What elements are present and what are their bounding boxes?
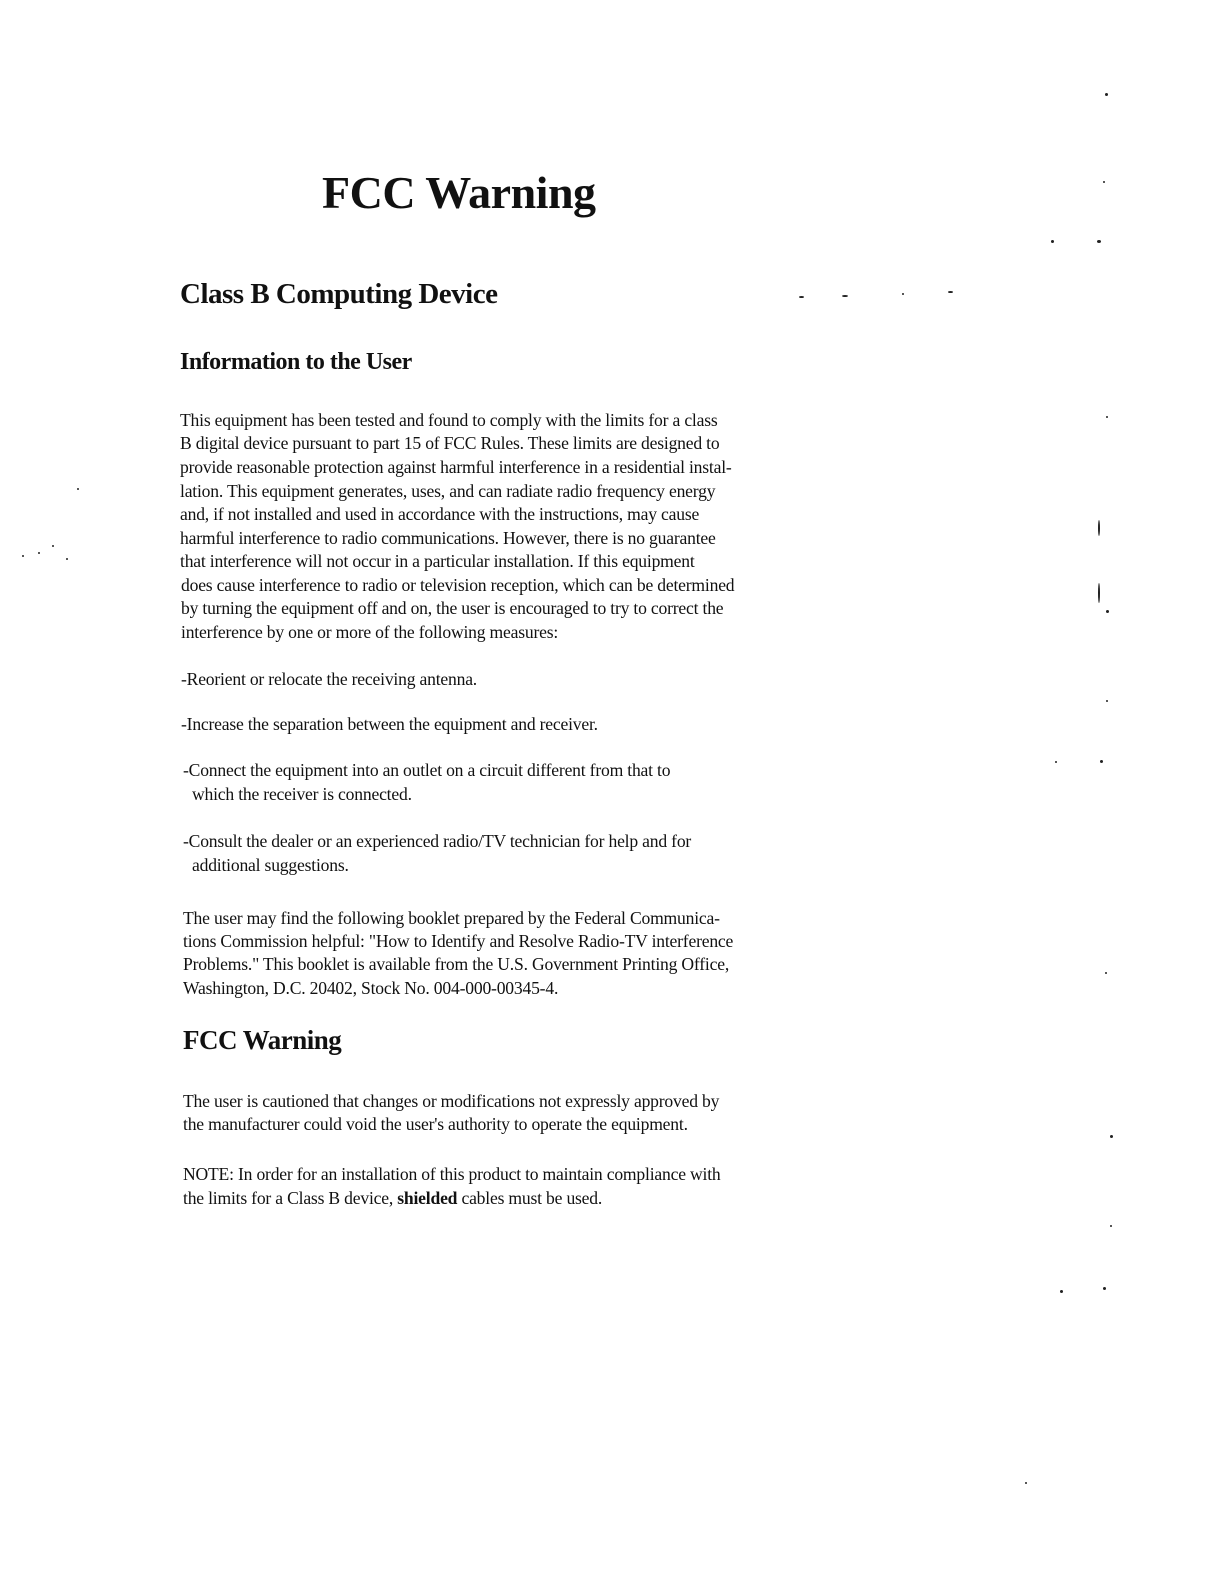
measure-item-continuation: additional suggestions. xyxy=(192,855,349,875)
scan-speck xyxy=(22,555,24,557)
scan-speck xyxy=(1025,1482,1027,1484)
booklet-line: The user may find the following booklet prepared by the Federal Communica- xyxy=(183,908,720,928)
intro-line: This equipment has been tested and found to comply with the limits for a class xyxy=(180,410,718,430)
note-line: NOTE: In order for an installation of this product to maintain compliance with xyxy=(183,1164,721,1184)
intro-line: interference by one or more of the following measures: xyxy=(181,622,559,642)
measure-item: -Reorient or relocate the receiving antenna. xyxy=(181,669,478,689)
subheading: Information to the User xyxy=(180,349,412,375)
measure-item: -Connect the equipment into an outlet on a circuit different from that to xyxy=(183,760,671,780)
scan-speck xyxy=(902,293,904,295)
scan-speck xyxy=(38,552,40,554)
scan-speck xyxy=(52,545,54,547)
scan-speck xyxy=(1098,583,1100,603)
intro-line: and, if not installed and used in accordance with the instructions, may cause xyxy=(180,504,700,524)
scan-speck xyxy=(1110,1135,1113,1138)
scan-speck xyxy=(1097,240,1101,243)
measure-item: -Consult the dealer or an experienced radio/TV technician for help and for xyxy=(183,831,692,851)
booklet-line: tions Commission helpful: "How to Identify and Resolve Radio-TV interference xyxy=(183,931,734,951)
scan-speck xyxy=(1060,1290,1063,1293)
note-line xyxy=(183,1187,602,1210)
scan-speck xyxy=(1106,416,1108,418)
scan-speck xyxy=(799,296,804,298)
note-text: cables must be used. xyxy=(457,1188,603,1208)
note-bold-word: shielded xyxy=(397,1188,458,1208)
scan-speck xyxy=(1105,972,1107,974)
scan-speck xyxy=(1103,1287,1106,1290)
section-heading: Class B Computing Device xyxy=(180,278,498,310)
booklet-line: Washington, D.C. 20402, Stock No. 004-000-00345-4. xyxy=(183,978,559,998)
scan-speck xyxy=(1105,93,1108,96)
scan-speck xyxy=(1103,181,1105,183)
scan-speck xyxy=(1106,610,1109,613)
scan-speck xyxy=(1110,1225,1112,1227)
intro-line: provide reasonable protection against harmful interference in a residential instal- xyxy=(180,457,732,477)
warning-heading: FCC Warning xyxy=(183,1025,342,1055)
scan-speck xyxy=(948,291,953,293)
intro-line: B digital device pursuant to part 15 of FCC Rules. These limits are designed to xyxy=(180,433,720,453)
measure-item: -Increase the separation between the equipment and receiver. xyxy=(181,714,598,734)
intro-line: by turning the equipment off and on, the user is encouraged to try to correct the xyxy=(181,598,724,618)
scan-speck xyxy=(1098,520,1100,536)
page-title: FCC Warning xyxy=(322,167,596,218)
scan-speck xyxy=(66,558,68,560)
caution-line: the manufacturer could void the user's authority to operate the equipment. xyxy=(183,1114,688,1134)
intro-line: that interference will not occur in a particular installation. If this equipment xyxy=(180,551,695,571)
scan-speck xyxy=(77,488,79,490)
measure-item-continuation: which the receiver is connected. xyxy=(192,784,412,804)
booklet-line: Problems." This booklet is available from the U.S. Government Printing Office, xyxy=(183,954,730,974)
intro-line: does cause interference to radio or television reception, which can be determined xyxy=(181,575,735,595)
scan-speck xyxy=(1051,240,1054,243)
intro-line: lation. This equipment generates, uses, and can radiate radio frequency energy xyxy=(180,481,716,501)
note-text: the limits for a Class B device, xyxy=(183,1188,398,1208)
scan-speck xyxy=(842,295,848,297)
caution-line: The user is cautioned that changes or modifications not expressly approved by xyxy=(183,1091,720,1111)
scan-speck xyxy=(1106,700,1108,702)
intro-line: harmful interference to radio communications. However, there is no guarantee xyxy=(180,528,716,548)
scan-speck xyxy=(1055,761,1057,763)
scan-speck xyxy=(1100,760,1103,763)
